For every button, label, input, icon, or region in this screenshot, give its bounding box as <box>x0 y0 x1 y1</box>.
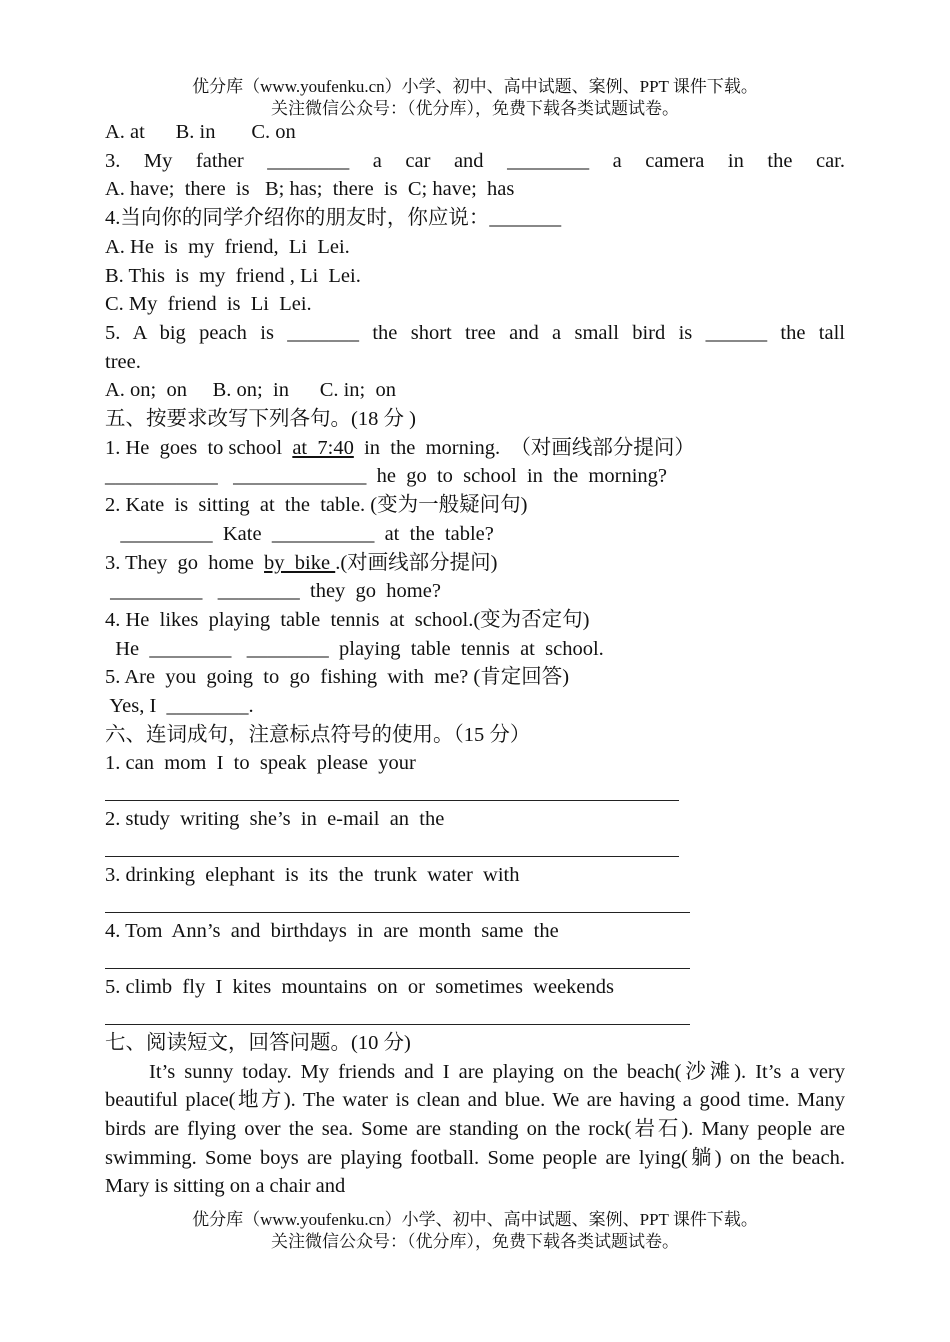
s5-q4: 4. He likes playing table tennis at school.(变为否定句) <box>105 608 590 631</box>
q3-question: 3. My father ________ a car and ________ a camera in the car. <box>105 149 845 172</box>
answer-line <box>105 1002 845 1029</box>
s5-q5-answer: Yes, I ________. <box>105 695 254 718</box>
s5-q4-answer: He ________ ________ playing table tennis at school. <box>105 637 604 660</box>
s5-q3-underlined: by bike <box>264 551 336 574</box>
s5-q5: 5. Are you going to go fishing with me? (肯定回答) <box>105 666 570 689</box>
answer-line <box>105 778 845 805</box>
section-5-title: 五、按要求改写下列各句。(18 分 ) <box>105 408 416 431</box>
s5-q1-pre: 1. He goes to school <box>105 436 293 459</box>
reading-passage: It’s sunny today. My friends and I are playing on the beach(沙滩). It’s a very beautiful place(地方). The water is clean and blue. We are having a good time. Many birds are flying over the sea. Some are standing on the rock(岩石). Many people are swimming. Some boys are playing football. Some people are lying(躺) on the beach. Mary is sitting on a chair and <box>105 1060 845 1198</box>
answer-line <box>105 946 845 973</box>
page-header <box>0 76 950 120</box>
s5-q2-answer: _________ Kate __________ at the table? <box>105 522 494 545</box>
header-line-1: 优分库（www.youfenku.cn）小学、初中、高中试题、案例、PPT 课件下载。 <box>192 77 758 96</box>
page-footer <box>0 1209 950 1253</box>
q5-question-line-2: tree. <box>105 350 141 373</box>
section-6-title: 六、连词成句，注意标点符号的使用。（15 分） <box>105 723 531 746</box>
answer-line <box>105 834 845 861</box>
footer-line-2: 关注微信公众号：（优分库），免费下载各类试题试卷。 <box>271 1232 679 1251</box>
s5-q3 <box>105 549 845 578</box>
s5-q2: 2. Kate is sitting at the table. (变为一般疑问句) <box>105 494 528 517</box>
answer-line <box>105 890 845 917</box>
s6-item-3: 3. drinking elephant is its the trunk water with <box>105 864 520 887</box>
footer-line-1: 优分库（www.youfenku.cn）小学、初中、高中试题、案例、PPT 课件下载。 <box>192 1210 758 1229</box>
s5-q1-post: in the morning. （对画线部分提问） <box>353 436 695 459</box>
s5-q3-pre: 3. They go home <box>105 551 265 574</box>
s5-q3-answer: _________ ________ they go home? <box>105 580 441 603</box>
s6-item-2: 2. study writing she’s in e-mail an the <box>105 808 445 831</box>
s5-q1-answer: ___________ _____________ he go to school in the morning? <box>105 465 667 488</box>
s6-item-5: 5. climb fly I kites mountains on or sometimes weekends <box>105 976 615 999</box>
s5-q1-underlined: at 7:40 <box>292 436 354 459</box>
q4-option-b: B. This is my friend , Li Lei. <box>105 264 361 287</box>
s5-q3-post: .(对画线部分提问) <box>335 551 498 574</box>
q5-options: A. on; on B. on; in C. in; on <box>105 379 397 402</box>
q4-question: 4.当向你的同学介绍你的朋友时，你应说：_______ <box>105 207 562 230</box>
header-line-2: 关注微信公众号：（优分库），免费下载各类试题试卷。 <box>271 99 679 118</box>
q4-option-c: C. My friend is Li Lei. <box>105 293 312 316</box>
q5-question-line-1: 5. A big peach is _______ the short tree and a small bird is ______ the tall <box>105 321 845 344</box>
worksheet-content <box>105 118 845 1201</box>
q3-options: A. have; there is B; has; there is C; have; has <box>105 178 515 201</box>
q2-options: A. at B. in C. on <box>105 121 296 143</box>
s6-item-1: 1. can mom I to speak please your <box>105 752 416 775</box>
s5-q1 <box>105 434 845 463</box>
s6-item-4: 4. Tom Ann’s and birthdays in are month same the <box>105 920 559 943</box>
q4-option-a: A. He is my friend, Li Lei. <box>105 235 350 258</box>
section-7-title: 七、阅读短文，回答问题。(10 分) <box>105 1031 411 1054</box>
